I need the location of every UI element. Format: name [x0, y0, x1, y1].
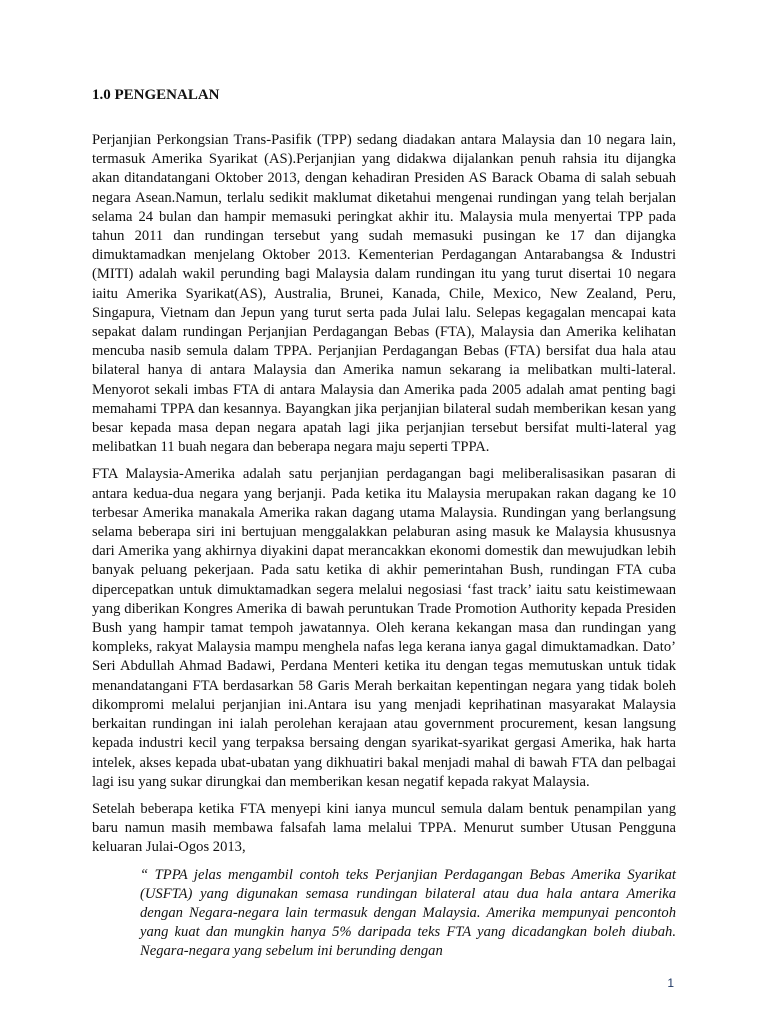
- document-page: [92, 86, 676, 962]
- block-quote: “ TPPA jelas mengambil contoh teks Perjanjian Perdagangan Bebas Amerika Syarikat (USFTA) yang digunakan semasa rundingan bilateral atau dua hala antara Amerika dengan Negara-negara lain termasuk dengan Malaysia. Amerika mempunyai pencontoh yang kuat dan mungkin hanya 5% daripada teks FTA yang dicadangkan boleh diubah. Negara-negara yang sebelum ini berunding dengan: [140, 866, 676, 960]
- paragraph-intro: Perjanjian Perkongsian Trans-Pasifik (TPP) sedang diadakan antara Malaysia dan 10 negara lain, termasuk Amerika Syarikat (AS).Perjanjian yang didakwa dijalankan penuh rahsia itu dijangka akan ditandatangani Oktober 2013, dengan kehadiran Presiden AS Barack Obama di salah sebuah negara Asean.Namun, terlalu sedikit maklumat diketahui mengenai rundingan yang telah berjalan selama 24 bulan dan hampir memasuki peringkat akhir itu. Malaysia mula menyertai TPP pada tahun 2011 dan rundingan tersebut yang sudah memasuki pusingan ke 17 dan dijangka dimuktamadkan menjelang Oktober 2013. Kementerian Perdagangan Antarabangsa & Industri (MITI) adalah wakil perunding bagi Malaysia dalam rundingan itu yang turut disertai 10 negara iaitu Amerika Syarikat(AS), Australia, Brunei, Kanada, Chile, Mexico, New Zealand, Peru, Singapura, Vietnam dan Jepun yang turut serta pada Julai lalu. Selepas kegagalan mencapai kata sepakat dalam rundingan Perjanjian Perdagangan Bebas (FTA), Malaysia dan Amerika kelihatan mencuba nasib semula dalam TPPA. Perjanjian Perdagangan Bebas (FTA) bersifat dua hala atau bilateral hanya di antara Malaysia dan Amerika namun sekarang ia melibatkan multi-lateral. Menyorot sekali imbas FTA di antara Malaysia dan Amerika pada 2005 adalah amat penting bagi memahami TPPA dan kesannya. Bayangkan jika perjanjian bilateral sudah memberikan kesan yang besar kepada masa depan negara apatah lagi jika perjanjian tersebut bersifat multi-lateral yag melibatkan 11 buah negara dan beberapa negara maju seperti TPPA.: [92, 132, 676, 456]
- page-number: 1: [667, 976, 674, 990]
- paragraph-tppa: Setelah beberapa ketika FTA menyepi kini ianya muncul semula dalam bentuk penampilan yang baru namun masih membawa falsafah lama melalui TPPA. Menurut sumber Utusan Pengguna keluaran Julai-Ogos 2013,: [92, 800, 676, 856]
- section-heading: 1.0 PENGENALAN: [92, 87, 220, 103]
- paragraph-fta: FTA Malaysia-Amerika adalah satu perjanjian perdagangan bagi meliberalisasikan pasaran di antara kedua-dua negara yang berjanji. Pada ketika itu Malaysia merupakan rakan dagang ke 10 terbesar Amerika manakala Amerika rakan dagang utama Malaysia. Rundingan yang berlangsung selama beberapa siri ini bertujuan menggalakkan pelaburan asing masuk ke Malaysia khususnya dari Amerika yang akhirnya diyakini dapat merancakkan ekonomi domestik dan mewujudkan lebih banyak peluang pekerjaan. Pada satu ketika di akhir pemerintahan Bush, rundingan FTA cuba dipercepatkan untuk dimuktamadkan segera melalui negosiasi ‘fast track’ iaitu satu keistimewaan yang diberikan Kongres Amerika di bawah peruntukan Trade Promotion Authority kepada Presiden Bush yang hampir tamat tempoh jawatannya. Oleh kerana kekangan masa dan rundingan yang kompleks, rakyat Malaysia mampu menghela nafas lega kerana ianya gagal dimuktamadkan. Dato’ Seri Abdullah Ahmad Badawi, Perdana Menteri ketika itu dengan tegas memutuskan untuk tidak menandatangani FTA berdasarkan 58 Garis Merah berkaitan kepentingan negara yang tidak boleh dikompromi melalui perjanjian ini.Antara isu yang menjadi keprihatinan masyarakat Malaysia berkaitan rundingan ini ialah perolehan kerajaan atau government procurement, kesan langsung kepada industri kecil yang terpaksa bersaing dengan syarikat-syarikat gergasi Amerika, hak harta intelek, akses kepada ubat-ubatan yang dikhuatiri bakal menjadi mahal di bawah FTA dan pelbagai lagi isu yang sukar dirungkai dan memberikan kesan negatif kepada rakyat Malaysia.: [92, 466, 676, 790]
